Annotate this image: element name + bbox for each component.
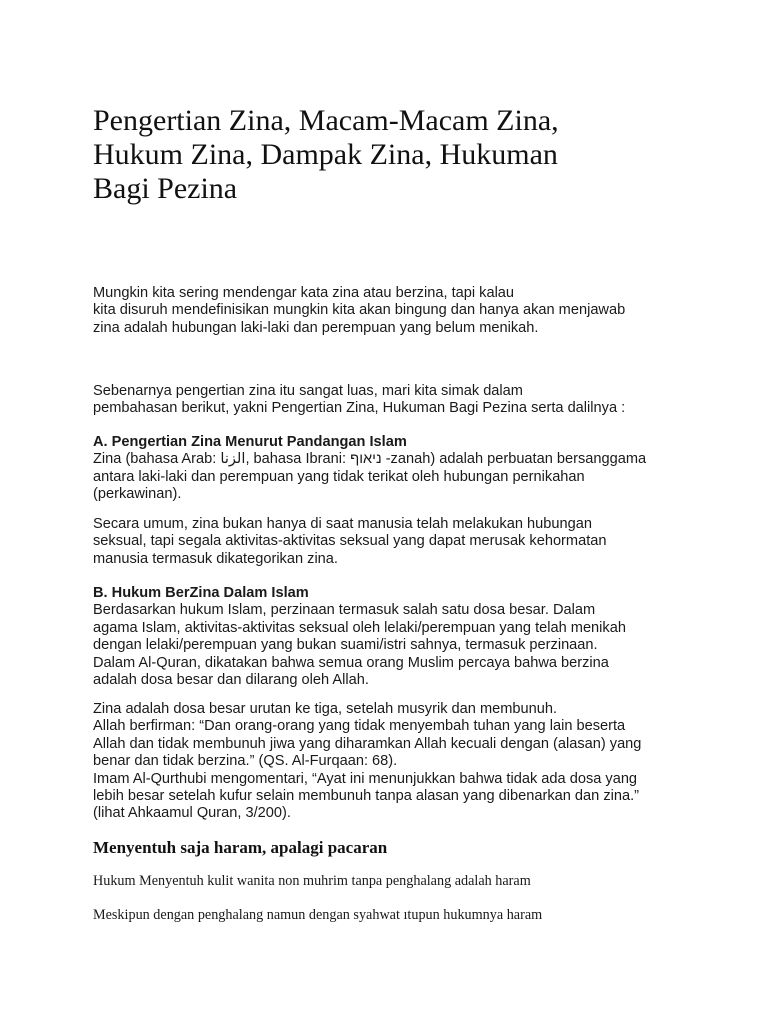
text-line: adalah dosa besar dan dilarang oleh Allah. — [93, 672, 369, 689]
intro-paragraph — [93, 285, 625, 337]
text-line: Allah berfirman: “Dan orang-orang yang tidak menyembah tuhan yang lain beserta — [93, 718, 626, 735]
title-line: Pengertian Zina, Macam-Macam Zina, — [93, 104, 559, 137]
text-line: seksual, tapi segala aktivitas-aktivitas seksual yang dapat merusak kehormatan — [93, 533, 607, 550]
text-line: agama Islam, aktivitas-aktivitas seksual oleh lelaki/perempuan yang telah menikah — [93, 619, 626, 636]
text-line: Secara umum, zina bukan hanya di saat manusia telah melakukan hubungan — [93, 516, 592, 532]
barrier-rule-paragraph: Meskipun dengan penghalang namun dengan syahwat ıtupun hukumnya haram — [93, 907, 543, 923]
title-line: Hukum Zina, Dampak Zina, Hukuman — [93, 138, 558, 171]
general-definition-paragraph — [93, 516, 606, 568]
text-line: antara laki-laki dan perempuan yang tidak terikat oleh hubungan pernikahan — [93, 468, 585, 485]
section-a-heading: A. Pengertian Zina Menurut Pandangan Islam — [93, 434, 407, 450]
section-b-heading: B. Hukum BerZina Dalam Islam — [93, 585, 309, 601]
text-line: Zina adalah dosa besar urutan ke tiga, setelah musyrik dan membunuh. — [93, 701, 558, 717]
text-line: Berdasarkan hukum Islam, perzinaan termasuk salah satu dosa besar. Dalam — [93, 602, 596, 619]
text-line: benar dan tidak berzina.” (QS. Al-Furqaan: 68). — [93, 753, 398, 770]
text-line: Allah dan tidak membunuh jiwa yang diharamkan Allah kecuali dengan (alasan) yang — [93, 735, 642, 752]
text-line: Imam Al-Qurthubi mengomentari, “Ayat ini menunjukkan bahwa tidak ada dosa yang — [93, 770, 638, 787]
document-title — [93, 104, 693, 206]
text-line: (perkawinan). — [93, 486, 182, 503]
text-line: Zina (bahasa Arab: الزنا, bahasa Ibrani: ניאוף -zanah) adalah perbuatan bersanggama — [93, 451, 647, 468]
section-a — [93, 434, 646, 504]
section-b — [93, 585, 626, 689]
text-line: zina adalah hubungan laki-laki dan perempuan yang belum menikah. — [93, 319, 539, 336]
quran-quote-paragraph — [93, 701, 641, 823]
text-line: dengan lelaki/perempuan yang bukan suami/istri sahnya, termasuk perzinaan. — [93, 637, 598, 654]
text-line: (lihat Ahkaamul Quran, 3/200). — [93, 805, 291, 822]
text-line: Dalam Al-Quran, dikatakan bahwa semua orang Muslim percaya bahwa berzina — [93, 654, 609, 671]
title-line: Bagi Pezina — [93, 172, 238, 205]
touching-rule-paragraph: Hukum Menyentuh kulit wanita non muhrim tanpa penghalang adalah haram — [93, 873, 531, 889]
overview-paragraph — [93, 383, 625, 418]
text-line: Mungkin kita sering mendengar kata zina atau berzina, tapi kalau — [93, 285, 515, 301]
subheading-menyentuh: Menyentuh saja haram, apalagi pacaran — [93, 838, 388, 857]
text-line: kita disuruh mendefinisikan mungkin kita akan bingung dan hanya akan menjawab — [93, 302, 626, 319]
text-line: Sebenarnya pengertian zina itu sangat luas, mari kita simak dalam — [93, 383, 523, 399]
text-line: lebih besar setelah kufur selain membunuh tanpa alasan yang dibenarkan dan zina.” — [93, 788, 640, 805]
text-line: pembahasan berikut, yakni Pengertian Zina, Hukuman Bagi Pezina serta dalilnya : — [93, 400, 626, 417]
text-line: manusia termasuk dikategorikan zina. — [93, 550, 338, 567]
